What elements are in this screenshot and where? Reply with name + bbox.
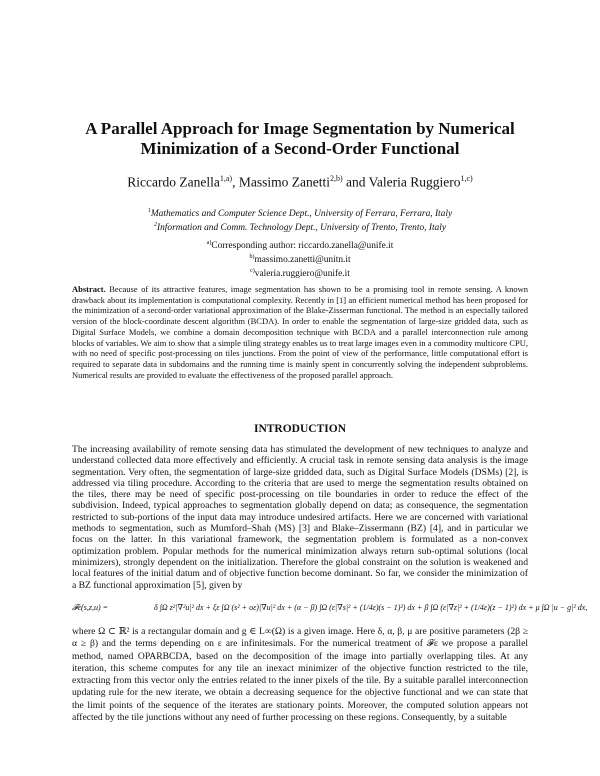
email-c-text: valeria.ruggiero@unife.it [254,269,350,280]
affiliation-2-text: Information and Comm. Technology Dept., University of Trento, Trento, Italy [156,223,447,234]
title-line-1: A Parallel Approach for Image Segmentation by Numerical [85,119,515,138]
email-a-text: Corresponding author: riccardo.zanella@unife.it [211,241,394,252]
email-b [72,252,528,266]
author-2: Massimo Zanetti [238,174,330,190]
author-1-affil: 1,a) [219,174,233,183]
introduction-paragraph-1 [72,444,528,591]
affiliations [72,206,528,234]
email-b-text: massimo.zanetti@unitn.it [254,255,351,266]
author-2-affil: 2,b) [329,174,343,183]
abstract-label: Abstract. [72,284,106,294]
affiliation-1-number: 1 [147,208,151,214]
intro-text-2: where Ω ⊂ ℝ² is a rectangular domain and g ∈ L∞(Ω) is a given image. Here δ, α, β, μ are positive parameters (2β ≥ α ≥ β) and the terms depending on ε are infinitesimals. For the numerical treatment of 𝓕ε we propose a parallel method, named OPARBCDA, based on the decomposition of the image into partially overlapping tiles. At any iteration, this scheme computes for any tile an inexact minimizer of the objective function restricted to the tile, extracting from this vector only the entries related to the inner pixels of the tile. By a suitable parallel interconnection updating rule for the new iterate, we obtain a decreasing sequence for the objective functional and we can state that the limit points of the sequence of the iterates are stationary points. Moreover, the computed solution appears not affected by the tile junctions without any need of further processing on these regions. Consequently, by a suitable [72,626,528,724]
introduction-paragraph-2 [72,626,528,724]
abstract-text: Because of its attractive features, image segmentation has shown to be a promising tool in remote sensing. A known drawback about its implementation is computational complexity. Recently in [1] an efficient numerical method has been proposed for the minimization of a second-order variational approximation of the Blake-Zisserman functional. The method is an especially tailored version of the block-coordinate descent algorithm (BCDA). In order to enable the segmentation of large-size gridded data, such as Digital Surface Models, we combine a domain decomposition technique with BCDA and a parallel interconnection rule among blocks of variables. We aim to show that a simple tiling strategy enables us to treat large images even in a commodity multicore CPU, with no need of specific post-processing on tiles junctions. From the point of view of the performance, little computational effort is required to separate data in subdomains and the running time is mainly spent in concurrently solving the independent subproblems. Numerical results are provided to evaluate the effectiveness of the proposed parallel approach. [72,284,529,380]
email-c [72,266,528,280]
email-c-marker: c) [250,268,255,275]
author-conjunction: and [346,174,366,190]
paper-title [72,119,528,159]
contact-emails [72,238,528,280]
equation-rhs: δ ∫Ω z²|∇²u|² dx + ξε ∫Ω (s² + oε)|∇u|² dx + (α − β) ∫Ω (ε|∇s|² + (1/4ε)(s − 1)²) dx + β ∫Ω (ε|∇z|² + (1/4ε)(z − 1)²) dx + μ ∫Ω |u − g|² dx, [154,603,588,612]
affiliation-1-text: Mathematics and Computer Science Dept., University of Ferrara, Ferrara, Italy [150,209,453,220]
email-a [72,238,528,252]
abstract [72,284,528,380]
email-a-marker: a) [206,240,212,246]
affiliation-2 [72,220,528,234]
author-list: Riccardo Zanella$^{1,a)}$, Massimo Zanetti$^{2,b)}$ and Valeria Ruggiero$^{1,c)}$ [127,174,473,190]
author-1: Riccardo Zanella [127,174,220,190]
title-line-2: Minimization of a Second-Order Functional [140,139,460,158]
affiliation-2-number: 2 [153,222,157,229]
author-3-affil: 1,c) [460,174,473,183]
intro-text-1: The increasing availability of remote sensing data has stimulated the development of new techniques to analyze and understand collected data more effectively and efficiently. A crucial task in remote sensing data analysis is the image segmentation. Very often, the segmentation of large-size gridded data, such as Digital Surface Models (DSMs) [2], is addressed via tiling procedure. According to the criteria that are used to merge the segmentation results obtained on the tiles, there may be need of specific post-processing on tile boundaries in order to reduce the effect of the subdivision. Indeed, typical approaches to segmentation globally depend on data; as consequence, the segmentation restricted to sub-portions of the input data may introduce undesired artifacts. Here we are concerned with variational methods to segmentation, such as Mumford–Shah (MS) [3] and Blake–Zissermann (BZ) [4], and in particular we focus on the latter. In this variational framework, the segmentation problem is formulated as a non-convex optimization problem. Popular methods for the numerical minimization always return sub-optimal solutions (local minimizers), strongly dependent on the initialization. Therefore the global constraint on the solution is weakened and local features of the initial datum and of objective function become dominant. So far, we consider the minimization of a BZ functional approximation [5], given by [72,444,528,591]
affiliation-1 [72,206,528,220]
email-b-marker: b) [249,254,255,261]
equation-lhs: 𝓕ε(s,z,u) = [72,603,109,612]
author-3: Valeria Ruggiero [368,174,461,190]
functional-equation [72,596,588,620]
section-heading-introduction: INTRODUCTION [253,423,346,435]
